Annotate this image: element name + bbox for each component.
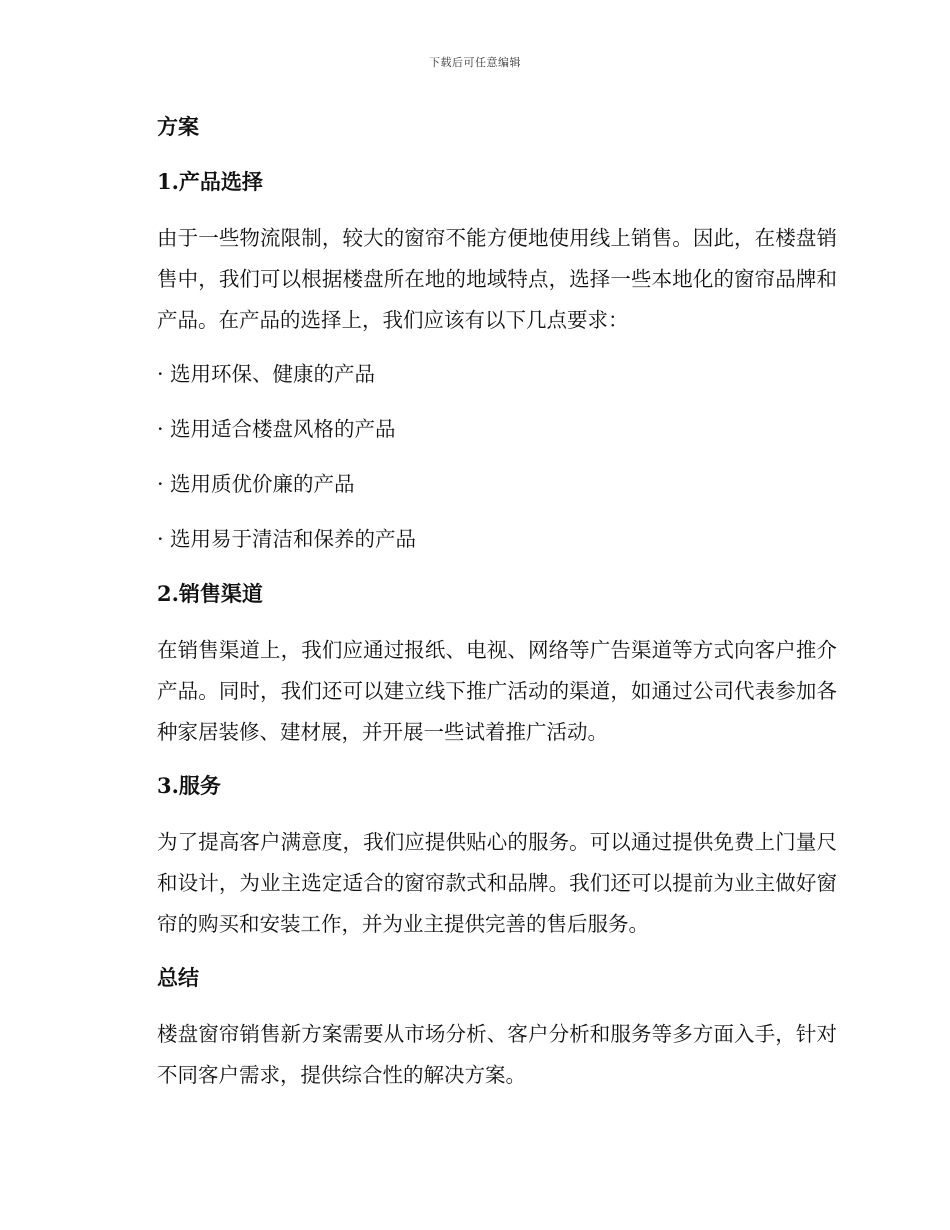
- bullet-item: · 选用环保、健康的产品: [157, 362, 376, 386]
- bullet-item: · 选用适合楼盘风格的产品: [157, 417, 396, 441]
- section-title: 方案: [157, 114, 199, 139]
- channel-paragraph: 在销售渠道上，我们应通过报纸、电视、网络等广告渠道等方式向客户推介产品。同时，我们还可以建立线下推广活动的渠道，如通过公司代表参加各种家居装修、建材展，并开展一些试着推广活动。: [157, 638, 837, 744]
- channel-heading: 2.销售渠道: [157, 581, 263, 606]
- header-note: 下载后可任意编辑: [429, 56, 521, 69]
- summary-heading: 总结: [157, 965, 199, 990]
- service-heading: 3.服务: [157, 773, 221, 798]
- bullet-item: · 选用质优价廉的产品: [157, 472, 355, 496]
- document-body: [157, 108, 837, 1110]
- product-paragraph: 由于一些物流限制，较大的窗帘不能方便地使用线上销售。因此，在楼盘销售中，我们可以根据楼盘所在地的地域特点，选择一些本地化的窗帘品牌和产品。在产品的选择上，我们应该有以下几点要求：: [157, 226, 837, 332]
- service-paragraph: 为了提高客户满意度，我们应提供贴心的服务。可以通过提供免费上门量尺和设计，为业主选定适合的窗帘款式和品牌。我们还可以提前为业主做好窗帘的购买和安装工作，并为业主提供完善的售后服务。: [157, 830, 837, 936]
- bullet-item: · 选用易于清洁和保养的产品: [157, 527, 417, 551]
- summary-paragraph: 楼盘窗帘销售新方案需要从市场分析、客户分析和服务等多方面入手，针对不同客户需求，提供综合性的解决方案。: [157, 1022, 837, 1087]
- product-heading: 1.产品选择: [157, 169, 263, 194]
